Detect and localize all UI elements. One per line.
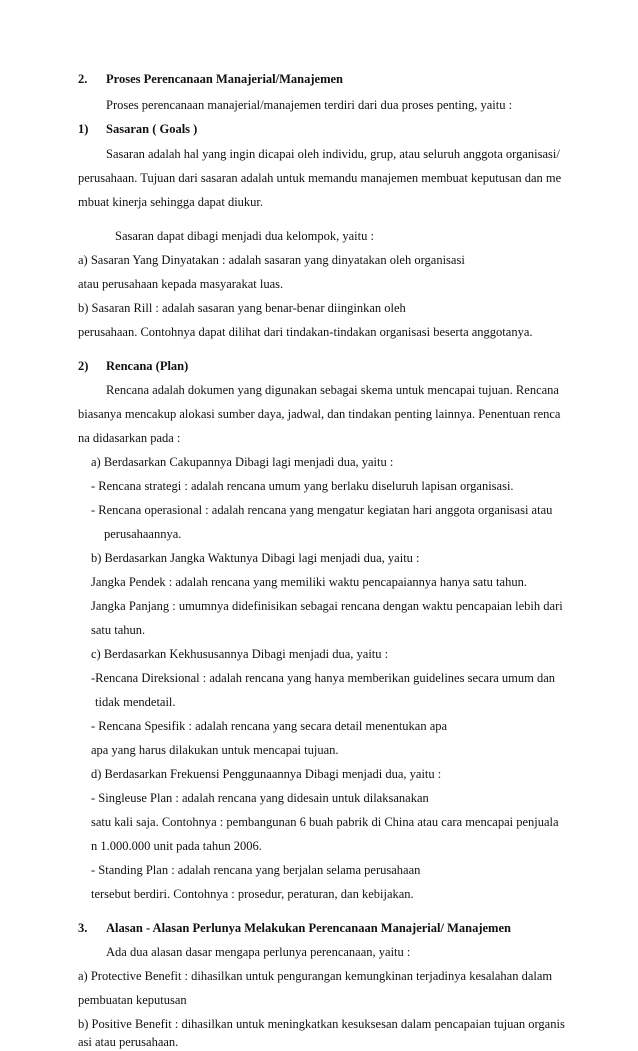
- plan-item-line: - Rencana operasional : adalah rencana yang mengatur kegiatan hari anggota organisasi atau: [91, 503, 553, 517]
- section-3-item-line: asi atau perusahaan.: [78, 1035, 179, 1049]
- plan-number: 2): [78, 359, 89, 373]
- plan-title: Rencana (Plan): [106, 359, 189, 373]
- goals-item-line: a) Sasaran Yang Dinyatakan : adalah sasaran yang dinyatakan oleh organisasi: [78, 253, 465, 267]
- plan-item-line: apa yang harus dilakukan untuk mencapai tujuan.: [91, 743, 339, 757]
- section-3-intro: Ada dua alasan dasar mengapa perlunya perencanaan, yaitu :: [106, 945, 411, 959]
- section-3-item-line: pembuatan keputusan: [78, 993, 187, 1007]
- plan-item-line: - Rencana strategi : adalah rencana umum yang berlaku diseluruh lapisan organisasi.: [91, 479, 514, 493]
- section-3-item-line: b) Positive Benefit : dihasilkan untuk meningkatkan kesuksesan dalam pencapaian tujuan organis: [78, 1017, 565, 1031]
- plan-item-line: satu tahun.: [91, 623, 146, 637]
- plan-paragraph-line: na didasarkan pada :: [78, 431, 181, 445]
- plan-item-line: Jangka Pendek : adalah rencana yang memiliki waktu pencapaiannya hanya satu tahun.: [91, 575, 527, 589]
- plan-item-line: - Singleuse Plan : adalah rencana yang didesain untuk dilaksanakan: [91, 791, 429, 805]
- section-2-intro: Proses perencanaan manajerial/manajemen terdiri dari dua proses penting, yaitu :: [106, 98, 513, 112]
- plan-item-line: n 1.000.000 unit pada tahun 2006.: [91, 839, 262, 853]
- plan-item-line: tidak mendetail.: [95, 695, 176, 709]
- plan-item-line: -Rencana Direksional : adalah rencana yang hanya memberikan guidelines secara umum dan: [91, 671, 556, 685]
- plan-paragraph-line: Rencana adalah dokumen yang digunakan sebagai skema untuk mencapai tujuan. Rencana: [106, 383, 559, 397]
- section-2-title: Proses Perencanaan Manajerial/Manajemen: [106, 72, 343, 86]
- plan-item-line: - Rencana Spesifik : adalah rencana yang secara detail menentukan apa: [91, 719, 448, 733]
- plan-item-line: a) Berdasarkan Cakupannya Dibagi lagi menjadi dua, yaitu :: [91, 455, 394, 469]
- section-2-number: 2.: [78, 72, 88, 86]
- goals-item-line: b) Sasaran Rill : adalah sasaran yang benar-benar diinginkan oleh: [78, 301, 406, 315]
- section-3-number: 3.: [78, 921, 88, 935]
- goals-number: 1): [78, 122, 89, 136]
- plan-item-line: perusahaannya.: [104, 527, 182, 541]
- goals-item-line: perusahaan. Contohnya dapat dilihat dari tindakan-tindakan organisasi beserta anggotanya.: [78, 325, 533, 339]
- plan-item-line: b) Berdasarkan Jangka Waktunya Dibagi lagi menjadi dua, yaitu :: [91, 551, 420, 565]
- plan-item-line: tersebut berdiri. Contohnya : prosedur, peraturan, dan kebijakan.: [91, 887, 414, 901]
- plan-item-line: d) Berdasarkan Frekuensi Penggunaannya Dibagi menjadi dua, yaitu :: [91, 767, 442, 781]
- plan-item-line: Jangka Panjang : umumnya didefinisikan sebagai rencana dengan waktu pencapaian lebih dari: [91, 599, 563, 613]
- plan-item-line: satu kali saja. Contohnya : pembangunan 6 buah pabrik di China atau cara mencapai penjuala: [91, 815, 559, 829]
- section-3-item-line: a) Protective Benefit : dihasilkan untuk pengurangan kemungkinan terjadinya kesalahan dalam: [78, 969, 553, 983]
- goals-paragraph-line: mbuat kinerja sehingga dapat diukur.: [78, 195, 264, 209]
- goals-paragraph-line: perusahaan. Tujuan dari sasaran adalah untuk memandu manajemen membuat keputusan dan me: [78, 171, 562, 185]
- goals-item-line: atau perusahaan kepada masyarakat luas.: [78, 277, 284, 291]
- goals-groups-intro: Sasaran dapat dibagi menjadi dua kelompok, yaitu :: [115, 229, 374, 243]
- plan-paragraph-line: biasanya mencakup alokasi sumber daya, jadwal, dan tindakan penting lainnya. Penentuan renca: [78, 407, 561, 421]
- section-3-title: Alasan - Alasan Perlunya Melakukan Perencanaan Manajerial/ Manajemen: [106, 921, 511, 935]
- goals-paragraph-line: Sasaran adalah hal yang ingin dicapai oleh individu, grup, atau seluruh anggota organisasi/: [106, 147, 560, 161]
- plan-item-line: c) Berdasarkan Kekhususannya Dibagi menjadi dua, yaitu :: [91, 647, 389, 661]
- goals-title: Sasaran ( Goals ): [106, 122, 198, 136]
- plan-item-line: - Standing Plan : adalah rencana yang berjalan selama perusahaan: [91, 863, 421, 877]
